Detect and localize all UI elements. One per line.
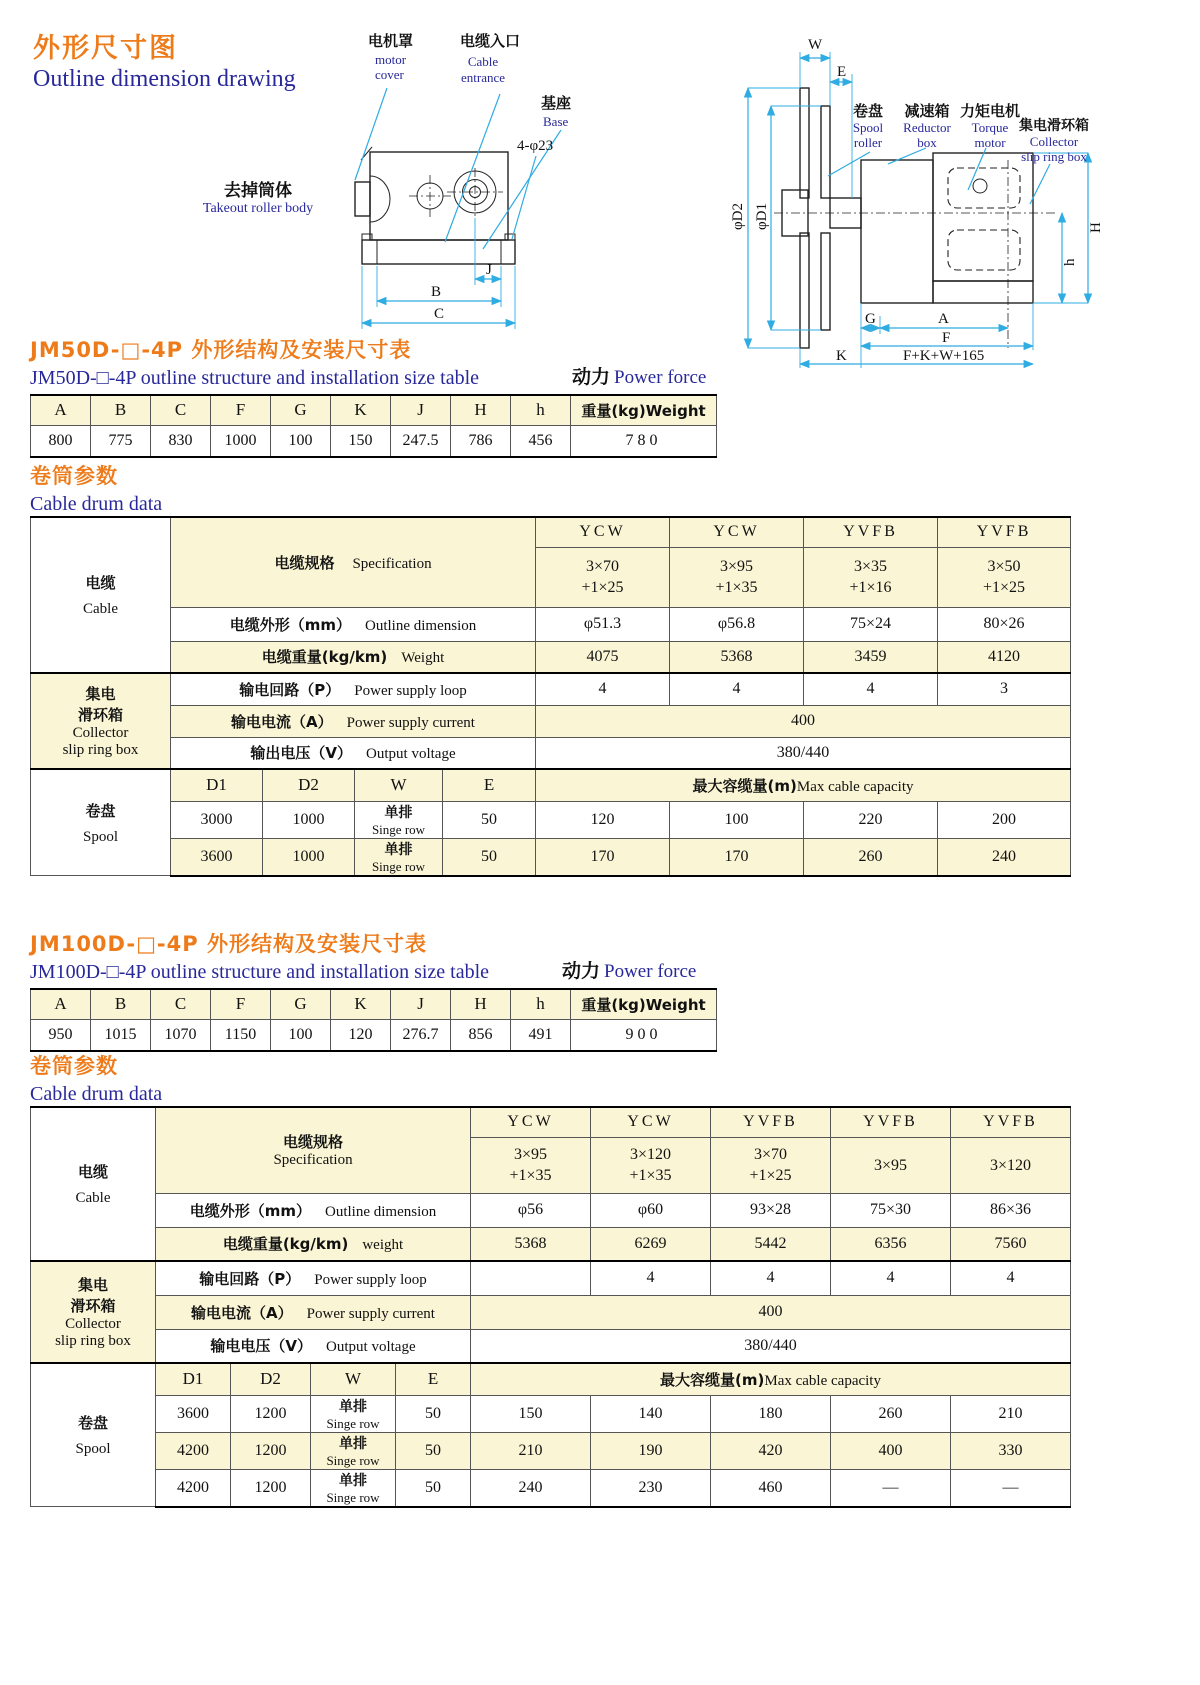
value-cell: 50 xyxy=(443,801,536,838)
jm100d-heading xyxy=(30,928,489,984)
spec-cell: 3×70 +1×25 xyxy=(536,547,670,607)
value-cell: — xyxy=(831,1469,951,1507)
front-view-drawing xyxy=(315,30,735,345)
drum2-section-en: Cable drum data xyxy=(30,1083,163,1105)
header-cell: C xyxy=(151,989,211,1019)
value-cell-weight: 900 xyxy=(571,1019,717,1051)
table-row xyxy=(31,517,1071,547)
jm100d-size-table xyxy=(30,988,717,1052)
value-cell: 5442 xyxy=(711,1227,831,1261)
header-cell: H xyxy=(451,989,511,1019)
value-cell: 170 xyxy=(536,838,670,876)
value-cell: 4 xyxy=(536,673,670,705)
table-row xyxy=(31,838,1071,876)
cable-type-cell: YCW xyxy=(591,1107,711,1137)
jm50d-power-label xyxy=(572,362,706,389)
spool-roller-label-cn: 卷盘 xyxy=(852,102,884,120)
cable-type-cell: YVFB xyxy=(938,517,1071,547)
dim-w-label: W xyxy=(808,37,823,53)
takeout-label-cn: 去掉筒体 xyxy=(224,181,292,201)
collector-box-label-cn: 集电滑环箱 xyxy=(1019,118,1089,134)
header-cell: G xyxy=(271,395,331,425)
spec-cell: 3×95 +1×35 xyxy=(471,1137,591,1193)
cable-entrance-label-en1: Cable xyxy=(467,54,499,69)
table-row xyxy=(31,801,1071,838)
table-row xyxy=(31,1469,1071,1507)
spec-cell: 3×95 xyxy=(831,1137,951,1193)
header-cell: A xyxy=(31,395,91,425)
value-cell-weight: 780 xyxy=(571,425,717,457)
takeout-label-en: Takeout roller body xyxy=(202,201,314,216)
dim-h2-label: h xyxy=(1062,258,1078,266)
value-cell: 75×30 xyxy=(831,1193,951,1227)
value-cell: 190 xyxy=(591,1432,711,1469)
group-cell-spool: 卷盘 Spool xyxy=(31,1363,156,1507)
value-cell xyxy=(471,1261,591,1295)
dim-k-label: K xyxy=(836,348,847,364)
cable-type-cell: YVFB xyxy=(711,1107,831,1137)
drum2-section-heading xyxy=(30,1050,162,1106)
drum1-section-heading xyxy=(30,460,162,516)
table-row xyxy=(31,1432,1071,1469)
value-cell: 50 xyxy=(396,1395,471,1432)
value-cell: 93×28 xyxy=(711,1193,831,1227)
table-row xyxy=(31,1363,1071,1395)
value-cell: 4 xyxy=(804,673,938,705)
drum1-section-cn: 卷筒参数 xyxy=(30,464,118,488)
table-row xyxy=(31,641,1071,673)
value-cell: 830 xyxy=(151,425,211,457)
value-cell: 4 xyxy=(591,1261,711,1295)
dim-d1-label: φD1 xyxy=(754,203,770,230)
value-cell: 6269 xyxy=(591,1227,711,1261)
value-cell: 5368 xyxy=(471,1227,591,1261)
page-title-cn: 外形尺寸图 xyxy=(33,33,178,64)
torque-motor-label-en1: Torque xyxy=(971,120,1009,135)
dim-header-cell: D1 xyxy=(171,769,263,801)
cable-entrance-label-en2: entrance xyxy=(460,70,506,85)
spec-cell: 3×35 +1×16 xyxy=(804,547,938,607)
dim-a-label: A xyxy=(938,311,949,327)
row-type-cell: 单排 Singe row xyxy=(311,1432,396,1469)
power-label-cn: 动力 xyxy=(562,960,601,982)
header-cell: F xyxy=(211,989,271,1019)
cable-type-cell: YVFB xyxy=(804,517,938,547)
side-view-drawing xyxy=(718,18,1118,373)
cable-type-cell: YVFB xyxy=(951,1107,1071,1137)
dim-header-cell: E xyxy=(443,769,536,801)
table-row xyxy=(31,1329,1071,1363)
value-cell: 330 xyxy=(951,1432,1071,1469)
header-cell: F xyxy=(211,395,271,425)
loop-label-cell: 输电回路（P） Power supply loop xyxy=(171,673,536,705)
jm50d-heading xyxy=(30,334,479,390)
dim-c-label: C xyxy=(434,306,445,322)
spec-cell: 3×70 +1×25 xyxy=(711,1137,831,1193)
dim-f-label: F xyxy=(942,330,951,346)
value-cell: 50 xyxy=(396,1469,471,1507)
table-row xyxy=(31,1261,1071,1295)
value-cell: 786 xyxy=(451,425,511,457)
dimension-lines xyxy=(748,52,1088,368)
value-cell: 1000 xyxy=(263,838,355,876)
value-cell: 247.5 xyxy=(391,425,451,457)
dim-header-cell: D1 xyxy=(156,1363,231,1395)
value-cell: 400 xyxy=(831,1432,951,1469)
value-cell: 210 xyxy=(471,1432,591,1469)
value-cell: 4075 xyxy=(536,641,670,673)
reductor-box-label-en2: box xyxy=(917,135,937,150)
outline-label-cell: 电缆外形（mm） Outline dimension xyxy=(156,1193,471,1227)
collector-box-label-en2: slip ring box xyxy=(1021,149,1087,164)
value-cell: 1150 xyxy=(211,1019,271,1051)
value-cell: 4 xyxy=(670,673,804,705)
base-label-en: Base xyxy=(543,114,569,129)
row-type-cell: 单排 Singe row xyxy=(311,1469,396,1507)
value-cell-current: 400 xyxy=(536,705,1071,737)
current-label-cell: 输电电流（A） Power supply current xyxy=(156,1295,471,1329)
value-cell: 4 xyxy=(951,1261,1071,1295)
value-cell: φ60 xyxy=(591,1193,711,1227)
value-cell: φ56.8 xyxy=(670,607,804,641)
row-type-cell: 单排 Singe row xyxy=(355,801,443,838)
value-cell: 775 xyxy=(91,425,151,457)
reductor-box-label-en1: Reductor xyxy=(903,120,951,135)
header-cell: K xyxy=(331,395,391,425)
header-cell-weight: 重量(kg)Weight xyxy=(571,989,717,1019)
drum1-table xyxy=(30,516,1071,877)
loop-label-cell: 输电回路（P） Power supply loop xyxy=(156,1261,471,1295)
value-cell: 3459 xyxy=(804,641,938,673)
value-cell: 1200 xyxy=(231,1469,311,1507)
spec-label-cell xyxy=(171,517,536,607)
table-row xyxy=(31,1193,1071,1227)
jm50d-title-en: JM50D-□-4P outline structure and installation size table xyxy=(30,367,480,389)
spool-flanges xyxy=(782,88,861,348)
spool-roller-label-en1: Spool xyxy=(852,120,884,135)
table-row xyxy=(31,425,717,457)
group-cell-spool: 卷盘 Spool xyxy=(31,769,171,876)
value-cell: 50 xyxy=(443,838,536,876)
group-cable-cn: 电缆 xyxy=(85,574,116,592)
spec-label-cell: 电缆规格 Specification xyxy=(156,1107,471,1193)
shaft-holes xyxy=(409,168,503,217)
spec-cell: 3×50 +1×25 xyxy=(938,547,1071,607)
value-cell: 120 xyxy=(331,1019,391,1051)
jm100d-power-label xyxy=(562,956,696,983)
value-cell: 1000 xyxy=(211,425,271,457)
header-cell: C xyxy=(151,395,211,425)
value-cell: 140 xyxy=(591,1395,711,1432)
value-cell: 4200 xyxy=(156,1469,231,1507)
value-cell: 7560 xyxy=(951,1227,1071,1261)
power-label-en: Power force xyxy=(614,367,707,388)
value-cell: 100 xyxy=(271,425,331,457)
header-cell: K xyxy=(331,989,391,1019)
header-cell: G xyxy=(271,989,331,1019)
jm50d-title-cn: JM50D-□-4P 外形结构及安装尺寸表 xyxy=(30,338,412,362)
cable-type-cell: YCW xyxy=(471,1107,591,1137)
page-title-en: Outline dimension drawing xyxy=(33,66,296,92)
voltage-label-cell: 输出电压（V） Output voltage xyxy=(171,737,536,769)
header-cell: J xyxy=(391,395,451,425)
value-cell: 120 xyxy=(536,801,670,838)
table-row xyxy=(31,769,1071,801)
value-cell: 1000 xyxy=(263,801,355,838)
value-cell: 100 xyxy=(271,1019,331,1051)
value-cell: φ51.3 xyxy=(536,607,670,641)
dim-j-label: J xyxy=(486,262,492,278)
value-cell: 86×36 xyxy=(951,1193,1071,1227)
drum1-section-en: Cable drum data xyxy=(30,493,163,515)
value-cell: 210 xyxy=(951,1395,1071,1432)
header-cell: h xyxy=(511,989,571,1019)
value-cell: 75×24 xyxy=(804,607,938,641)
value-cell: — xyxy=(951,1469,1071,1507)
max-capacity-header-cell: 最大容缆量(m)Max cable capacity xyxy=(471,1363,1071,1395)
table-row xyxy=(31,1395,1071,1432)
dim-g-label: G xyxy=(865,311,876,327)
collector-box-label-en1: Collector xyxy=(1029,134,1079,149)
value-cell: 800 xyxy=(31,425,91,457)
table-row xyxy=(31,1107,1071,1137)
value-cell: φ56 xyxy=(471,1193,591,1227)
drum2-section-cn: 卷筒参数 xyxy=(30,1054,118,1078)
value-cell: 1200 xyxy=(231,1395,311,1432)
value-cell: 6356 xyxy=(831,1227,951,1261)
table-row xyxy=(31,989,717,1019)
header-cell: h xyxy=(511,395,571,425)
value-cell-voltage: 380/440 xyxy=(536,737,1071,769)
value-cell: 420 xyxy=(711,1432,831,1469)
value-cell: 4120 xyxy=(938,641,1071,673)
value-cell: 240 xyxy=(471,1469,591,1507)
torque-motor-label-cn: 力矩电机 xyxy=(959,102,1021,120)
header-cell: A xyxy=(31,989,91,1019)
group-cell-collector: 集电 滑环箱 Collector slip ring box xyxy=(31,1261,156,1363)
spec-label-cn: 电缆规格 xyxy=(274,553,335,572)
value-cell: 950 xyxy=(31,1019,91,1051)
cable-type-cell: YCW xyxy=(670,517,804,547)
holes-dim-label: 4-φ23 xyxy=(517,138,554,154)
current-label-cell: 输电电流（A） Power supply current xyxy=(171,705,536,737)
cable-type-cell: YVFB xyxy=(831,1107,951,1137)
value-cell: 856 xyxy=(451,1019,511,1051)
dim-e-label: E xyxy=(837,64,847,80)
weight-label-cell: 电缆重量(kg/km) weight xyxy=(156,1227,471,1261)
value-cell: 3600 xyxy=(156,1395,231,1432)
value-cell: 50 xyxy=(396,1432,471,1469)
group-cell-cable xyxy=(31,517,171,673)
header-cell: B xyxy=(91,989,151,1019)
value-cell: 200 xyxy=(938,801,1071,838)
dim-d2-label: φD2 xyxy=(730,203,746,230)
cable-entrance-label-cn: 电缆入口 xyxy=(460,32,521,50)
dim-header-cell: W xyxy=(355,769,443,801)
table-row xyxy=(31,607,1071,641)
header-cell: B xyxy=(91,395,151,425)
jm50d-size-table xyxy=(30,394,717,458)
table-row xyxy=(31,705,1071,737)
dim-header-cell: E xyxy=(396,1363,471,1395)
value-cell: 80×26 xyxy=(938,607,1071,641)
table-row xyxy=(31,1019,717,1051)
value-cell: 3000 xyxy=(171,801,263,838)
value-cell: 3600 xyxy=(171,838,263,876)
value-cell: 460 xyxy=(711,1469,831,1507)
spec-cell: 3×120 xyxy=(951,1137,1071,1193)
value-cell: 150 xyxy=(331,425,391,457)
value-cell: 4200 xyxy=(156,1432,231,1469)
dim-header-cell: D2 xyxy=(231,1363,311,1395)
value-cell: 180 xyxy=(711,1395,831,1432)
page-title-block xyxy=(33,26,296,93)
table-row xyxy=(31,737,1071,769)
row-type-cell: 单排 Singe row xyxy=(355,838,443,876)
value-cell: 4 xyxy=(831,1261,951,1295)
max-capacity-header-cell: 最大容缆量(m)Max cable capacity xyxy=(536,769,1071,801)
motor-cover-label-en1: motor xyxy=(375,52,407,67)
row-type-cell: 单排 Singe row xyxy=(311,1395,396,1432)
table-row xyxy=(31,395,717,425)
cable-type-cell: YCW xyxy=(536,517,670,547)
value-cell: 456 xyxy=(511,425,571,457)
header-cell-weight: 重量(kg)Weight xyxy=(571,395,717,425)
value-cell: 170 xyxy=(670,838,804,876)
header-cell: H xyxy=(451,395,511,425)
dim-header-cell: W xyxy=(311,1363,396,1395)
value-cell: 1070 xyxy=(151,1019,211,1051)
leader-lines xyxy=(355,88,561,249)
torque-motor-label-en2: motor xyxy=(974,135,1006,150)
value-cell: 220 xyxy=(804,801,938,838)
value-cell-current: 400 xyxy=(471,1295,1071,1329)
group-cell-cable: 电缆 Cable xyxy=(31,1107,156,1261)
voltage-label-cell: 输电电压（V） Output voltage xyxy=(156,1329,471,1363)
value-cell: 150 xyxy=(471,1395,591,1432)
jm100d-title-cn: JM100D-□-4P 外形结构及安装尺寸表 xyxy=(30,932,427,956)
table-row xyxy=(31,1295,1071,1329)
value-cell: 230 xyxy=(591,1469,711,1507)
drum2-table xyxy=(30,1106,1071,1508)
value-cell: 260 xyxy=(804,838,938,876)
base-label-cn: 基座 xyxy=(541,94,572,112)
spool-roller-label-en2: roller xyxy=(853,135,883,150)
power-label-cn: 动力 xyxy=(572,366,611,388)
value-cell: 4 xyxy=(711,1261,831,1295)
dim-h-label: H xyxy=(1088,222,1104,233)
dim-b-label: B xyxy=(431,284,442,300)
table-row xyxy=(31,1227,1071,1261)
spec-cell: 3×120 +1×35 xyxy=(591,1137,711,1193)
dim-total-label: F+K+W+165 xyxy=(903,348,985,364)
spec-label-en: Specification xyxy=(352,555,432,572)
value-cell: 491 xyxy=(511,1019,571,1051)
value-cell: 3 xyxy=(938,673,1071,705)
dim-header-cell: D2 xyxy=(263,769,355,801)
group-cell-collector: 集电 滑环箱 Collector slip ring box xyxy=(31,673,171,769)
table-row xyxy=(31,673,1071,705)
value-cell: 1200 xyxy=(231,1432,311,1469)
group-cable-en: Cable xyxy=(83,601,118,617)
value-cell: 276.7 xyxy=(391,1019,451,1051)
value-cell-voltage: 380/440 xyxy=(471,1329,1071,1363)
reductor-box-label-cn: 减速箱 xyxy=(904,102,950,120)
jm100d-title-en: JM100D-□-4P outline structure and installation size table xyxy=(30,961,490,983)
motor-cover-label-cn: 电机罩 xyxy=(368,32,414,50)
value-cell: 5368 xyxy=(670,641,804,673)
value-cell: 100 xyxy=(670,801,804,838)
outline-label-cell: 电缆外形（mm） Outline dimension xyxy=(171,607,536,641)
power-label-en: Power force xyxy=(604,961,697,982)
value-cell: 1015 xyxy=(91,1019,151,1051)
weight-label-cell: 电缆重量(kg/km) Weight xyxy=(171,641,536,673)
spec-cell: 3×95 +1×35 xyxy=(670,547,804,607)
header-cell: J xyxy=(391,989,451,1019)
motor-cover-label-en2: cover xyxy=(375,67,404,82)
value-cell: 260 xyxy=(831,1395,951,1432)
value-cell: 240 xyxy=(938,838,1071,876)
